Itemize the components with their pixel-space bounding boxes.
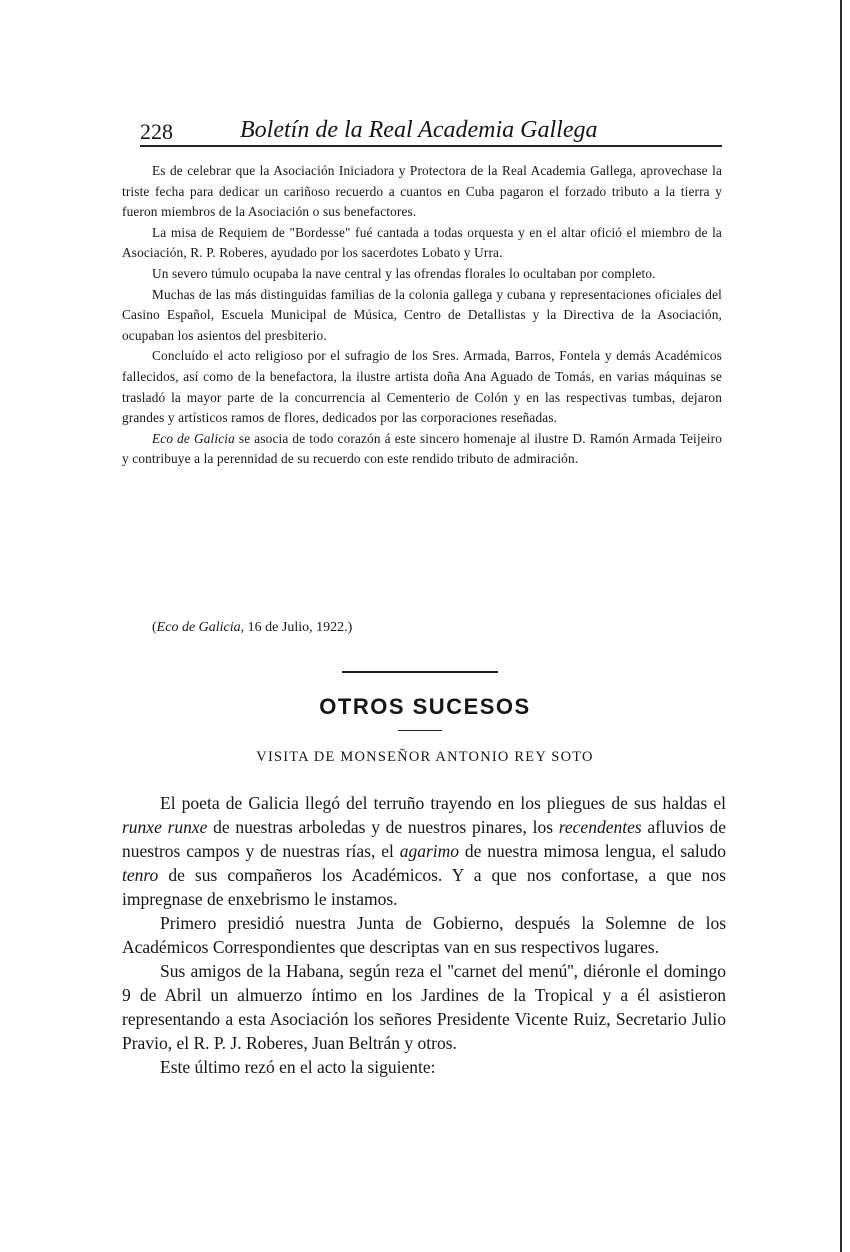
citation-date: 16 de Julio, 1922.) — [244, 620, 353, 635]
source-citation — [152, 620, 352, 636]
paragraph-text: se asocia de todo corazón á este sincero homenaje al ilustre D. Ramón Armada Teijeiro y contribuye a la perennidad de su recuerdo con este rendido tributo de admiración. — [122, 430, 723, 467]
text-run: afluvios de nuestros campos y de nuestras rías, el — [122, 817, 726, 861]
text-run: de sus compañeros los Académicos. Y a que nos confortase, a que nos impregnase de enxebrismo le instamos. — [122, 865, 726, 909]
paragraph — [122, 791, 726, 911]
page-header — [140, 117, 722, 147]
newspaper-name: Eco de Galicia — [152, 430, 235, 446]
italic-term: agarimo — [399, 841, 460, 861]
article-body — [122, 791, 726, 1079]
text-run: de nuestras arboledas y de nuestros pinares, los — [207, 817, 559, 837]
paragraph — [122, 429, 722, 470]
page-edge-line — [840, 0, 842, 1252]
text-run: de nuestra mimosa lengua, el saludo — [459, 841, 726, 861]
italic-term: tenro — [122, 865, 159, 885]
italic-term: runxe runxe — [122, 817, 208, 837]
article-excerpt — [122, 161, 722, 470]
paragraph: Sus amigos de la Habana, según reza el ''carnet del menú'', diéronle el domingo 9 de Abril un almuerzo íntimo en los Jardines de la Tropical y a él asistieron representando a esta Asociación los señores Presidente Vicente Ruiz, Secretario Julio Pravio, el R. P. J. Roberes, Juan Beltrán y otros. — [122, 961, 726, 1053]
running-title: Boletín de la Real Academia Gallega — [240, 117, 598, 143]
paragraph: Primero presidió nuestra Junta de Gobierno, después la Solemne de los Académicos Correspondientes que descriptas van en sus respectivos lugares. — [122, 913, 726, 957]
paragraph: Muchas de las más distinguidas familias de la colonia gallega y cubana y representaciones oficiales del Casino Español, Escuela Municipal de Música, Centro de Detallistas y la Directiva de la Asociación, ocupaban los asientos del presbiterio. — [122, 286, 722, 343]
paragraph: Concluído el acto religioso por el sufragio de los Sres. Armada, Barros, Fontela y demás Académicos fallecidos, así como de la benefactora, la ilustre artista doña Ana Aguado de Tomás, en varias máquinas se trasladó la mayor parte de la concurrencia al Cementerio de Colón y en las respectivas tumbas, dejaron grandes y artísticos ramos de flores, dedicados por las corporaciones reseñadas. — [122, 348, 722, 426]
title-underline — [398, 730, 442, 731]
paragraph: Un severo túmulo ocupaba la nave central y las ofrendas florales lo ocultaban por completo. — [152, 265, 656, 281]
paragraph: Es de celebrar que la Asociación Iniciadora y Protectora de la Real Academia Gallega, aprovechase la triste fecha para dedicar un cariñoso recuerdo a cuantos en Cuba pagaron el forzado tributo a la tierra y fueron miembros de la Asociación o sus benefactores. — [122, 163, 722, 220]
paragraph: La misa de Requiem de "Bordesse" fué cantada a todas orquesta y en el altar ofició el miembro de la Asociación, R. P. Roberes, ayudado por los sacerdotes Lobato y Urra. — [122, 224, 722, 261]
citation-newspaper: Eco de Galicia, — [156, 620, 245, 635]
text-run: El poeta de Galicia llegó del terruño trayendo en los pliegues de sus haldas el — [160, 793, 726, 813]
page-number: 228 — [140, 119, 173, 144]
section-divider — [342, 671, 498, 673]
section-title: OTROS SUCESOS — [319, 694, 531, 719]
header-rule — [140, 145, 722, 147]
citation-open: ( — [152, 620, 157, 635]
italic-term: recendentes — [558, 817, 642, 837]
section-subtitle: VISITA DE MONSEÑOR ANTONIO REY SOTO — [256, 749, 594, 765]
paragraph: Este último rezó en el acto la siguiente: — [160, 1057, 436, 1077]
